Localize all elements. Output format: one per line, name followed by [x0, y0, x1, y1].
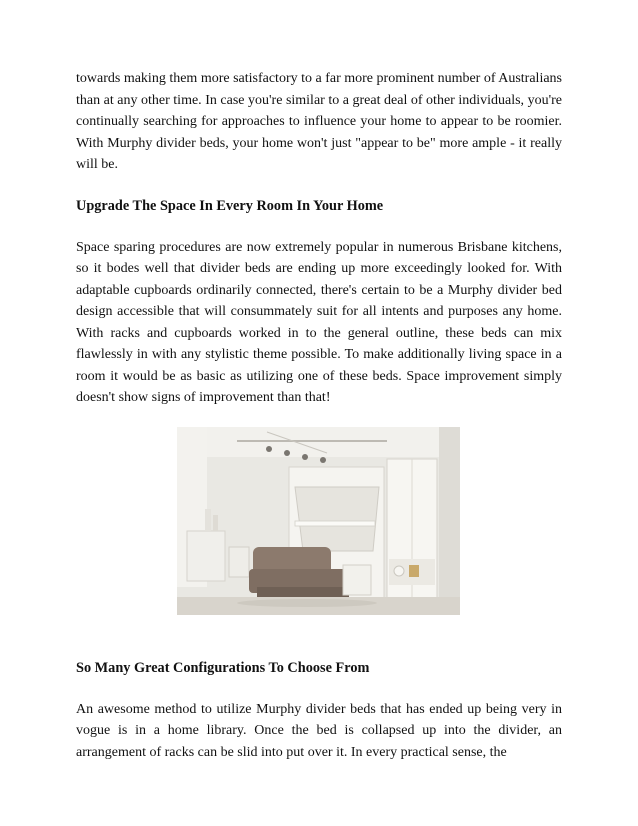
section-heading-configurations: So Many Great Configurations To Choose From — [76, 659, 370, 676]
murphy-bed-photo — [177, 427, 460, 615]
paragraph-space-saving: Space sparing procedures are now extremely popular in numerous Brisbane kitchens, so it bodes well that divider beds are ending up more exceedingly looked for. With adaptable cupboards ordinarily connected, there's certain to be a Murphy divider bed design accessible that will consummately suit for all intents and purposes any home. With racks and cupboards worked in to the general outline, these beds can mix flawlessly in with any stylistic theme possible. To make additionally living space in a room it would be as basic as utilizing one of these beds. Space improvement simply doesn't show signs of improvement than that! — [76, 239, 562, 405]
section-heading-upgrade: Upgrade The Space In Every Room In Your Home — [76, 197, 384, 214]
document-page — [76, 68, 562, 763]
paragraph-intro: towards making them more satisfactory to a far more prominent number of Australians than at any other time. In case you're similar to a great deal of other individuals, you're continually searching for approaches to influence your home to appear to be roomier. With Murphy divider beds, your home won't just "appear to be" more ample - it really will be. — [76, 71, 562, 172]
paragraph-home-library: An awesome method to utilize Murphy divider beds that has ended up being very in vogue is in a home library. Once the bed is collapsed up into the divider, an arrangement of racks can be slid into put over it. In every practical sense, the — [76, 701, 562, 760]
